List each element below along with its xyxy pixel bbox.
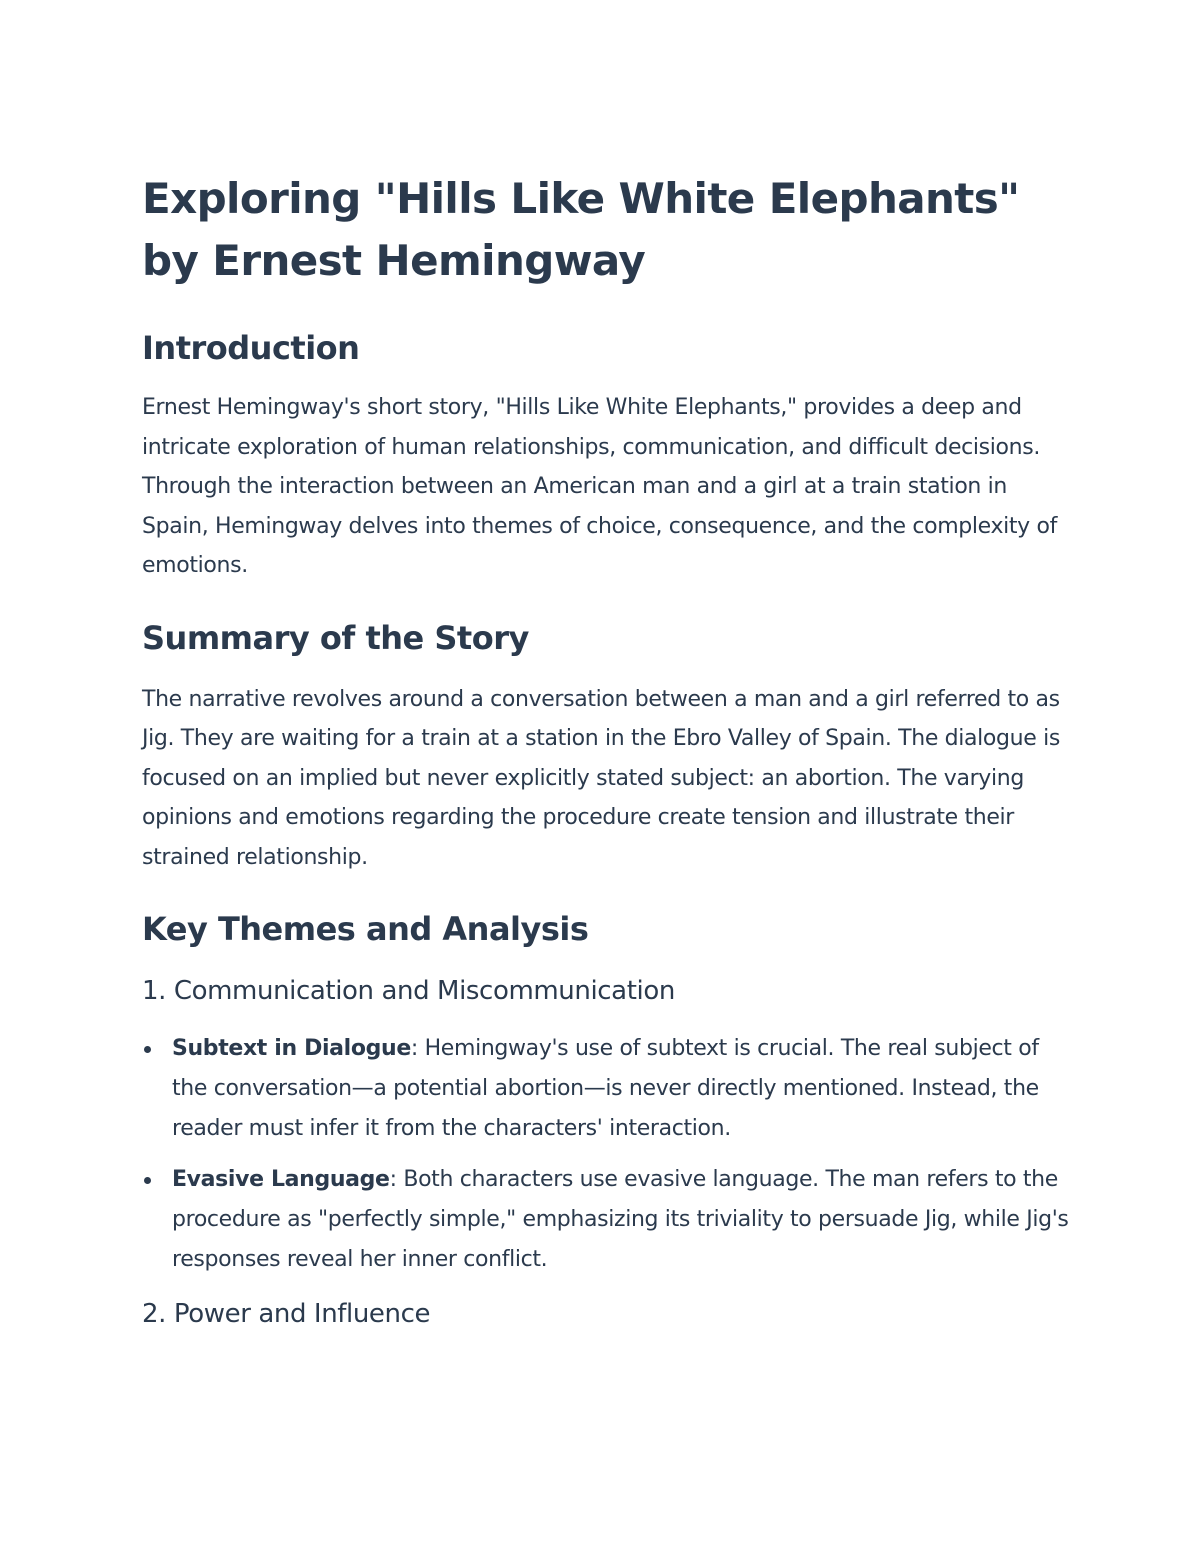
theme-2-heading: 2. Power and Influence <box>142 1299 431 1329</box>
summary-paragraph: The narrative revolves around a conversation between a man and a girl referred to as Jig. They are waiting for a train at a station in the Ebro Valley of Spain. The dialogue is focused on an implied but never explicitly stated subject: an abortion. The varying opinions and emotions regarding the procedure create tension and illustrate their strained relationship. <box>142 686 1060 870</box>
list-item <box>142 1029 1072 1149</box>
list-item <box>142 1160 1072 1280</box>
bullet-term: Subtext in Dialogue <box>172 1036 411 1061</box>
introduction-paragraph: Ernest Hemingway's short story, "Hills Like White Elephants," provides a deep and intricate exploration of human relationships, communication, and difficult decisions. Through the interaction between an American man and a girl at a train station in Spain, Hemingway delves into themes of choice, consequence, and the complexity of emotions. <box>142 395 1057 578</box>
bullet-text: : Both characters use evasive language. The man refers to the procedure as "perfectly simple," emphasizing its triviality to persuade Jig, while Jig's responses reveal her inner conflict. <box>172 1167 1069 1272</box>
bullet-icon <box>144 1177 151 1184</box>
bullet-icon <box>144 1046 151 1053</box>
document-page <box>142 168 1072 1332</box>
summary-heading: Summary of the Story <box>142 618 529 657</box>
bullet-term: Evasive Language <box>172 1167 390 1192</box>
title-line-1: Exploring "Hills Like White Elephants" <box>142 174 1020 223</box>
key-themes-heading: Key Themes and Analysis <box>142 910 589 948</box>
document-title <box>142 168 1072 292</box>
bullet-text: : Hemingway's use of subtext is crucial. The real subject of the conversation—a potential abortion—is never directly mentioned. Instead, the reader must infer it from the characters' interaction. <box>172 1036 1039 1141</box>
introduction-heading: Introduction <box>142 329 360 367</box>
theme-1-heading: 1. Communication and Miscommunication <box>142 976 675 1006</box>
title-line-2: by Ernest Hemingway <box>142 236 646 285</box>
theme-1-bullet-list <box>142 1029 1072 1280</box>
